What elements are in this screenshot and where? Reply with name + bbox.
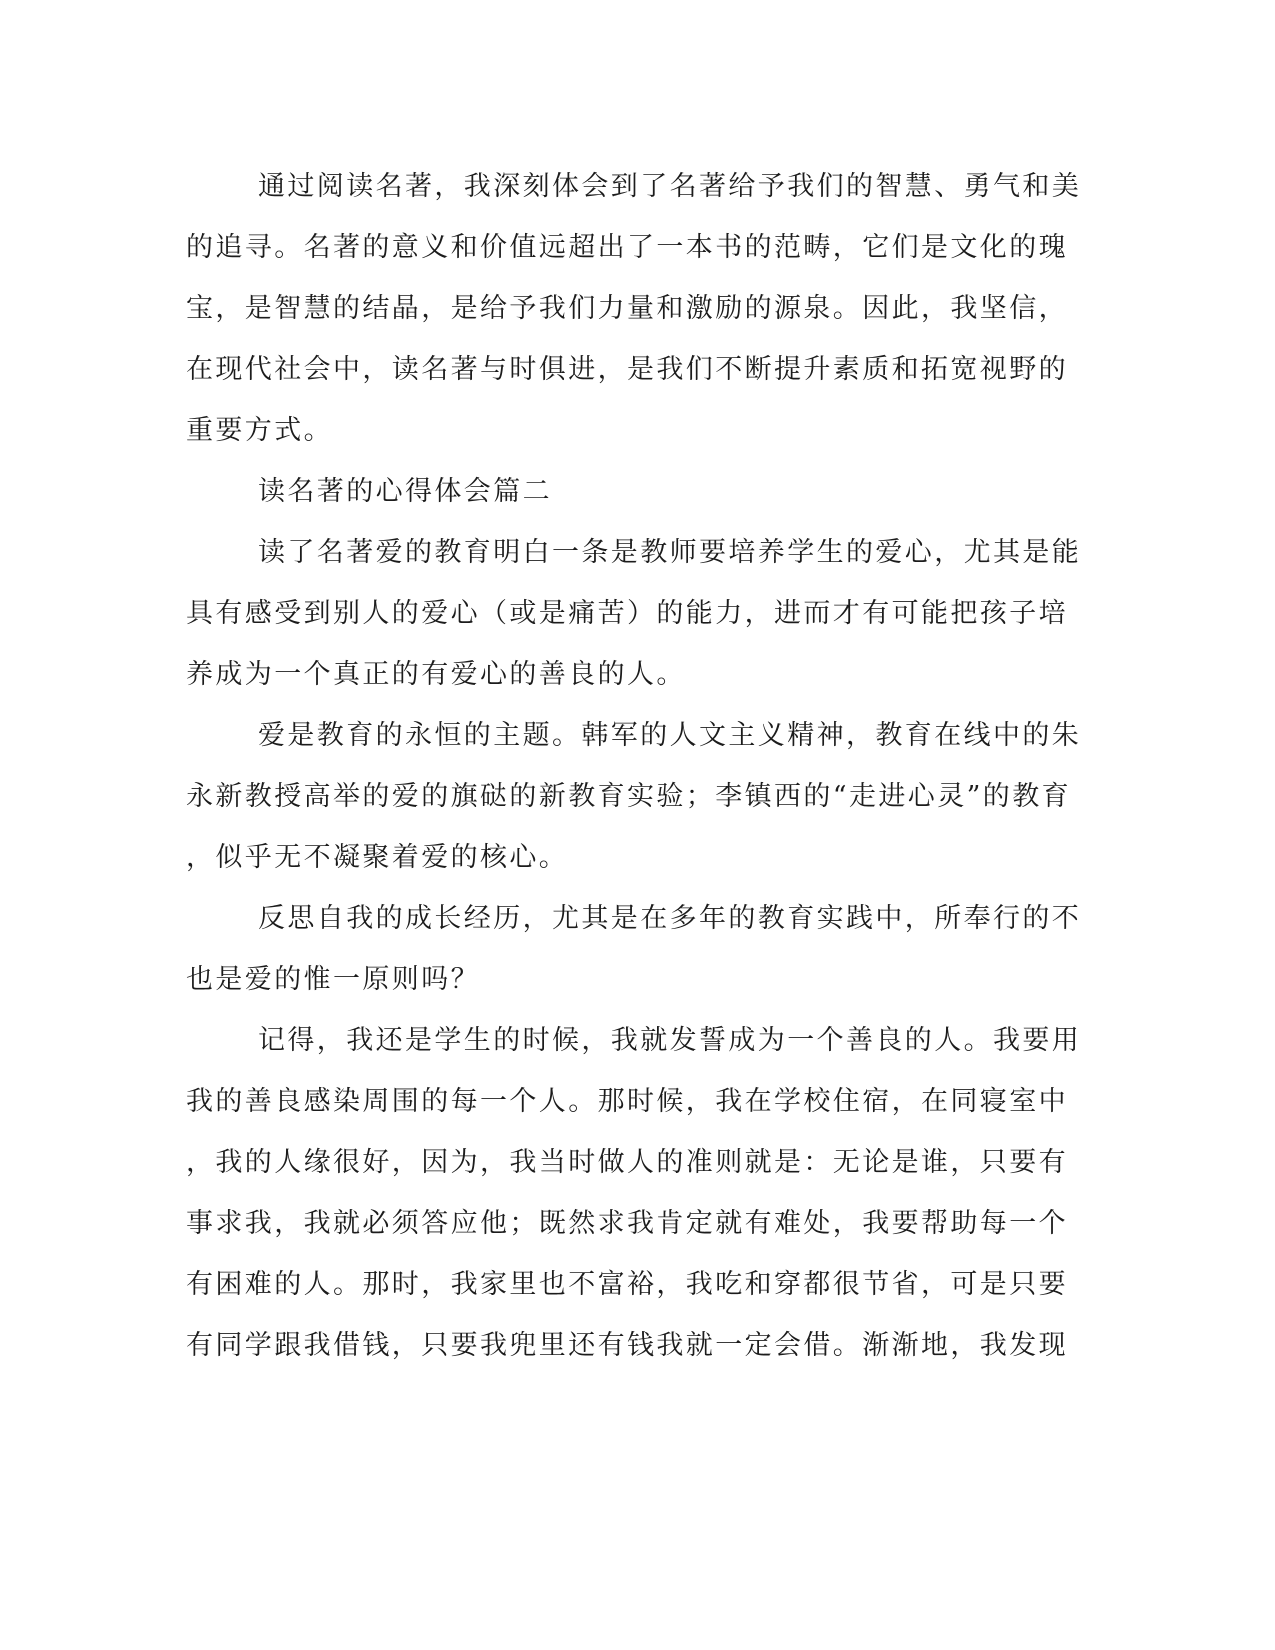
text-line: 通过阅读名著，我深刻体会到了名著给予我们的智慧、勇气和美: [258, 171, 1082, 202]
text-line: 有困难的人。那时，我家里也不富裕，我吃和穿都很节省，可是只要: [186, 1269, 1068, 1300]
text-line: 事求我，我就必须答应他；既然求我肯定就有难处，我要帮助每一个: [186, 1208, 1068, 1239]
text-line: 有同学跟我借钱，只要我兜里还有钱我就一定会借。渐渐地，我发现: [186, 1330, 1068, 1361]
text-line: 宝，是智慧的结晶，是给予我们力量和激励的源泉。因此，我坚信，: [186, 293, 1068, 324]
text-line: ，我的人缘很好，因为，我当时做人的准则就是：无论是谁，只要有: [186, 1147, 1068, 1178]
text-line: 反思自我的成长经历，尤其是在多年的教育实践中，所奉行的不: [258, 903, 1082, 934]
text-line: 也是爱的惟一原则吗？: [186, 964, 480, 995]
text-line: 我的善良感染周围的每一个人。那时候，我在学校住宿，在同寝室中: [186, 1086, 1068, 1117]
text-line: 永新教授高举的爱的旗鿎的新教育实验；李镇西的“走进心灵”的教育: [186, 781, 1072, 812]
text-line: 的追寻。名著的意义和价值远超出了一本书的范畴，它们是文化的瑰: [186, 232, 1068, 263]
text-line: 养成为一个真正的有爱心的善良的人。: [186, 659, 686, 690]
text-line: ，似乎无不凝聚着爱的核心。: [186, 842, 569, 873]
text-line: 重要方式。: [186, 415, 333, 446]
text-line: 记得，我还是学生的时候，我就发誓成为一个善良的人。我要用: [258, 1025, 1082, 1056]
text-line: 具有感受到别人的爱心（或是痛苦）的能力，进而才有可能把孩子培: [186, 598, 1068, 629]
text-line: 爱是教育的永恒的主题。韩军的人文主义精神，教育在线中的朱: [258, 720, 1082, 751]
text-line: 在现代社会中，读名著与时俱进，是我们不断提升素质和拓宽视野的: [186, 354, 1068, 385]
section-heading: 读名著的心得体会篇二: [258, 476, 552, 507]
text-line: 读了名著爱的教育明白一条是教师要培养学生的爱心，尤其是能: [258, 537, 1082, 568]
document-body: [186, 156, 1082, 1376]
